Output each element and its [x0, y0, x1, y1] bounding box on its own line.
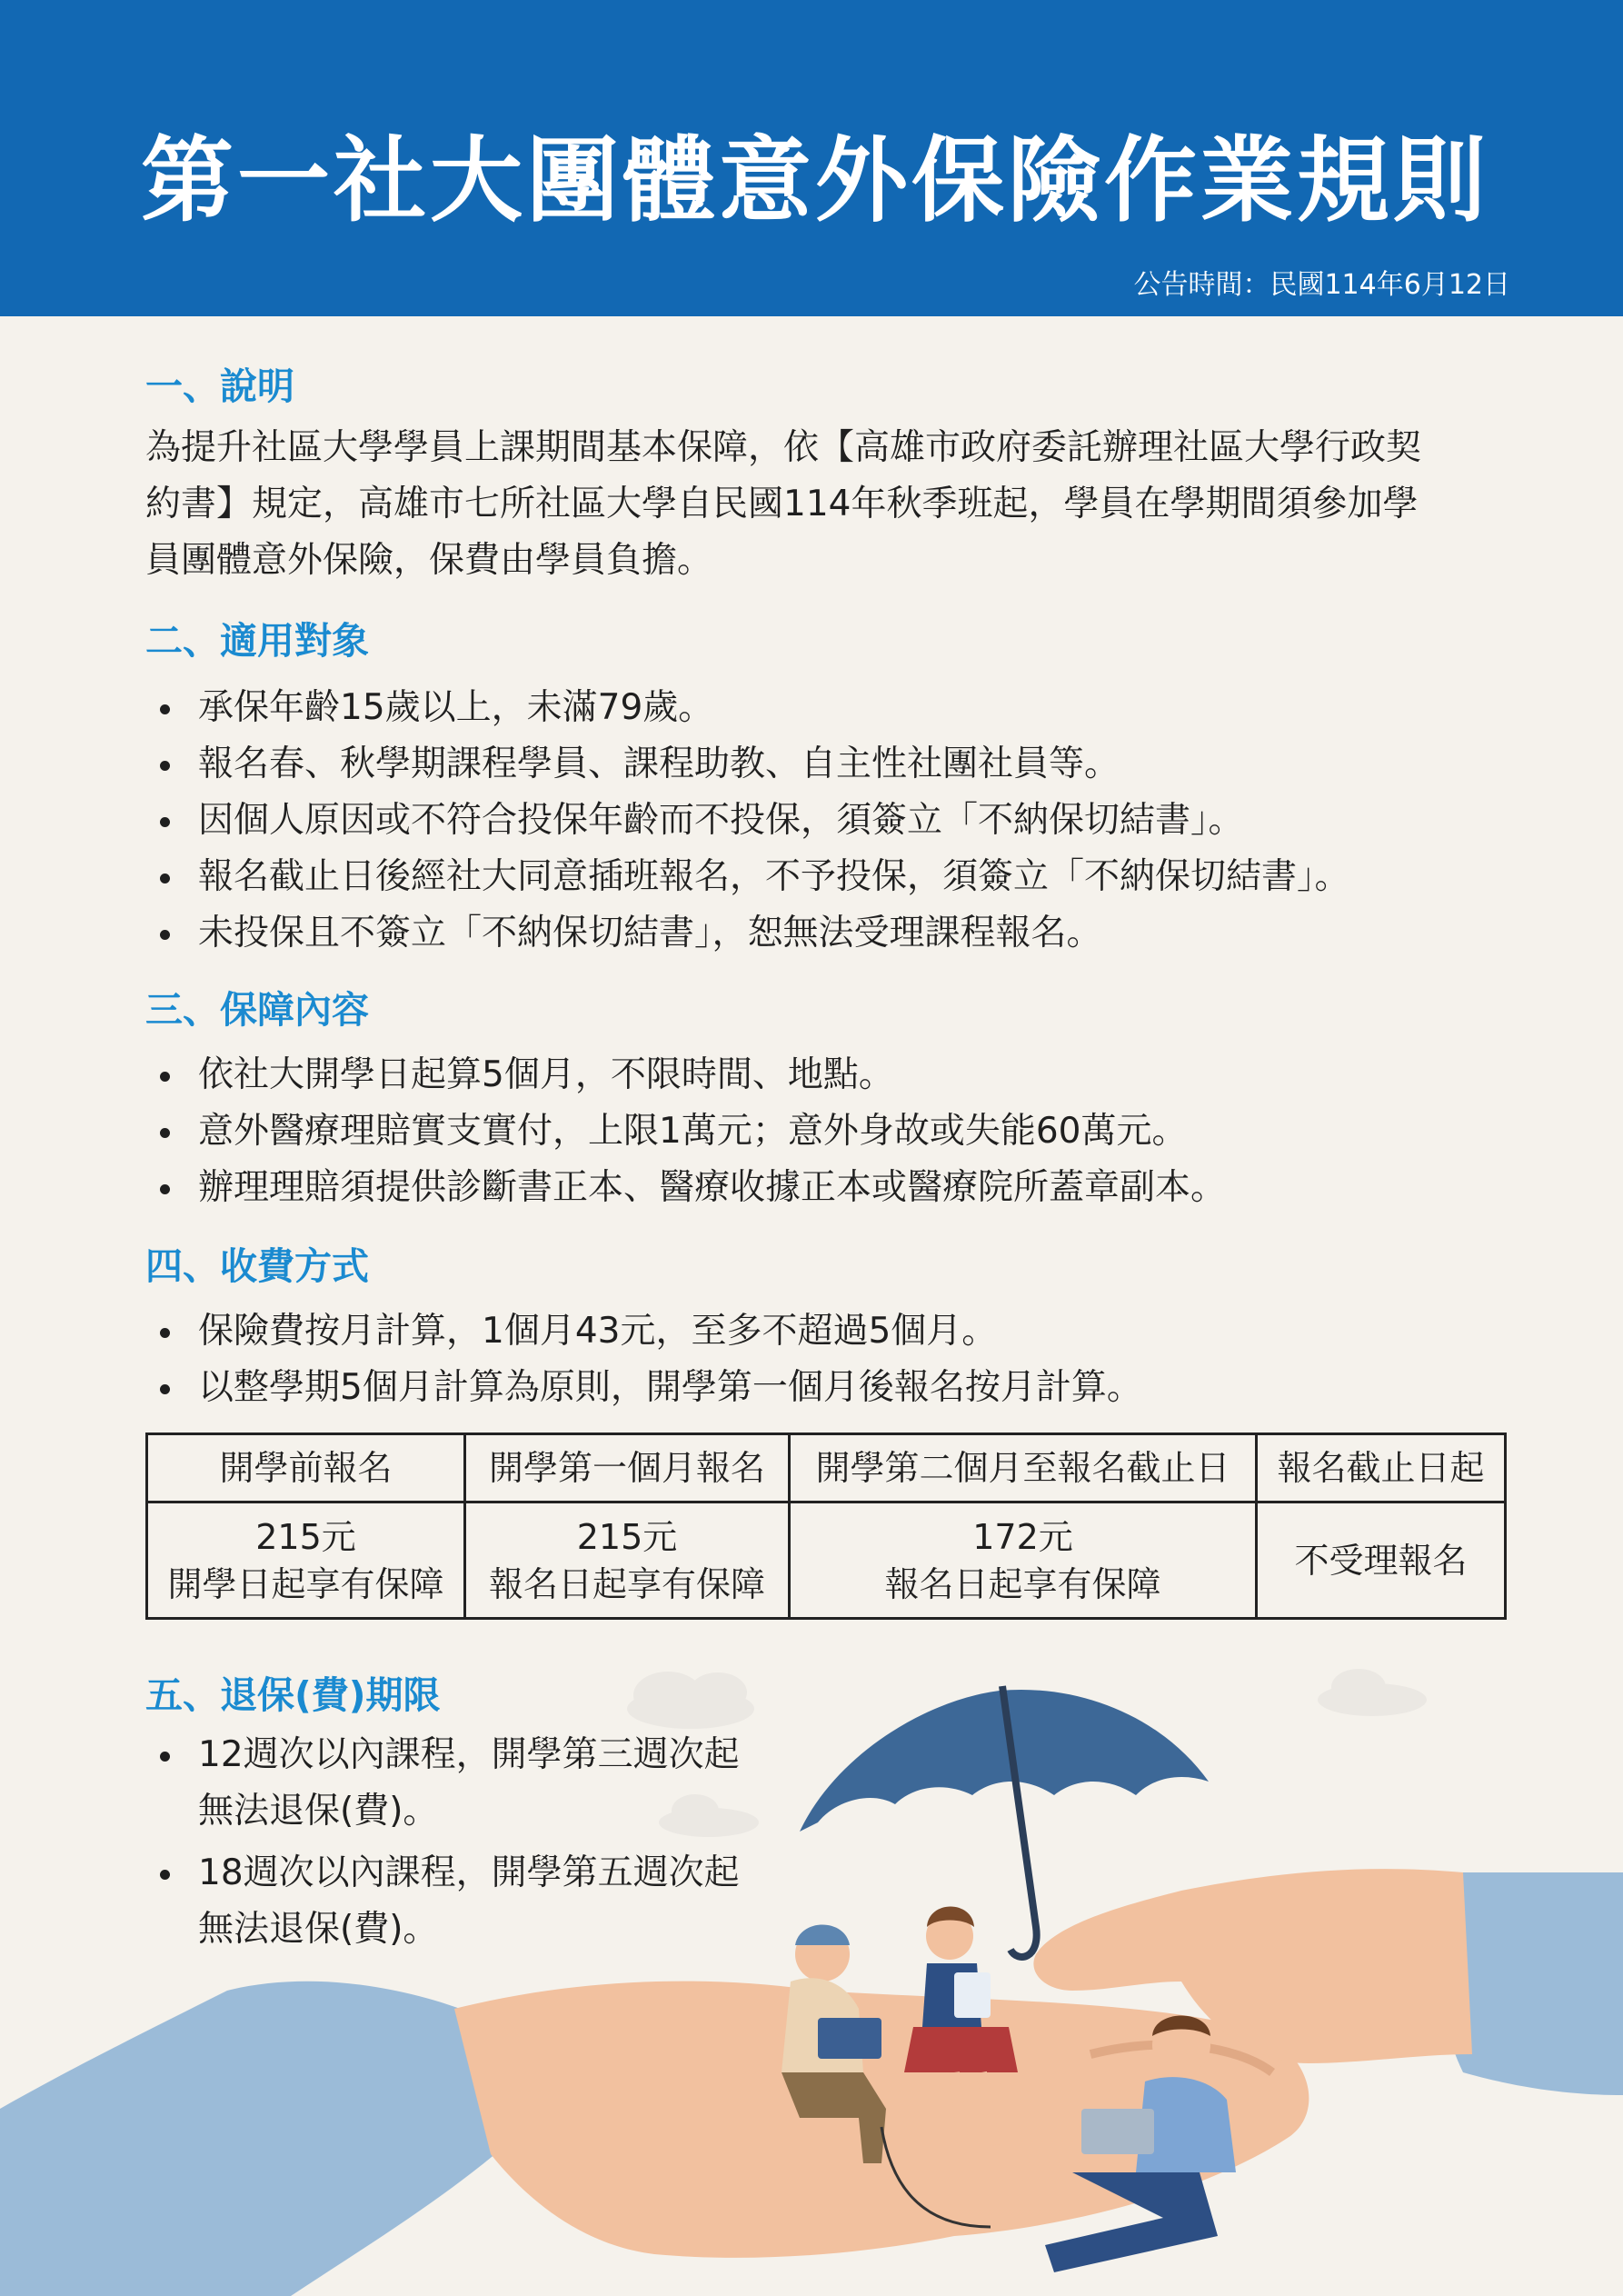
- coverage-note: 不受理報名: [1294, 1540, 1468, 1581]
- page-title: 第一社大團體意外保險作業規則: [141, 127, 1489, 235]
- list-item: 因個人原因或不符合投保年齡而不投保，須簽立「不納保切結書」。: [154, 793, 1350, 849]
- paragraph-line: 約書】規定，高雄市七所社區大學自民國114年秋季班起，學員在學期間須參加學: [145, 484, 1419, 524]
- refund-list: [154, 1727, 740, 1958]
- section-title-refund: 五、退保(費)期限: [145, 1673, 441, 1717]
- announcement-date: 公告時間：民國114年6月12日: [1133, 269, 1510, 301]
- refund-rule-line: 無法退保(費)。: [198, 1909, 439, 1950]
- coverage-note: 開學日起享有保障: [167, 1563, 444, 1604]
- list-item: 意外醫療理賠實支實付，上限1萬元；意外身故或失能60萬元。: [154, 1103, 1226, 1160]
- list-item: 保險費按月計算，1個月43元，至多不超過5個月。: [154, 1303, 1142, 1360]
- list-item: 報名春、秋學期課程學員、課程助教、自主性社團社員等。: [154, 736, 1350, 793]
- section-title-eligibility: 二、適用對象: [145, 619, 369, 663]
- section-title-coverage: 三、保障內容: [145, 988, 369, 1032]
- header-banner: [0, 0, 1623, 316]
- list-item: [154, 1727, 740, 1840]
- refund-rule-line: 無法退保(費)。: [198, 1791, 439, 1832]
- explanation-paragraph: [145, 420, 1518, 589]
- price-value: 215元: [255, 1516, 356, 1557]
- section-title-explanation: 一、說明: [145, 364, 294, 408]
- table-header-row: [147, 1434, 1506, 1502]
- coverage-note: 報名日起享有保障: [488, 1563, 765, 1604]
- fees-list: [154, 1303, 1142, 1416]
- list-item: 承保年齡15歲以上，未滿79歲。: [154, 680, 1350, 736]
- price-value: 215元: [576, 1516, 678, 1557]
- fee-table: [145, 1433, 1507, 1620]
- table-header-cell: 開學第二個月至報名截止日: [790, 1434, 1257, 1502]
- section-title-fees: 四、收費方式: [145, 1244, 369, 1288]
- list-item: 報名截止日後經社大同意插班報名，不予投保，須簽立「不納保切結書」。: [154, 849, 1350, 905]
- list-item: 辦理理賠須提供診斷書正本、醫療收據正本或醫療院所蓋章副本。: [154, 1160, 1226, 1216]
- eligibility-list: [154, 680, 1350, 962]
- list-item: [154, 1845, 740, 1958]
- table-header-cell: 開學前報名: [147, 1434, 465, 1502]
- coverage-list: [154, 1047, 1226, 1216]
- table-header-cell: 開學第一個月報名: [465, 1434, 790, 1502]
- price-value: 172元: [972, 1516, 1073, 1557]
- list-item: 未投保且不簽立「不納保切結書」，恕無法受理課程報名。: [154, 905, 1350, 962]
- refund-rule-line: 12週次以內課程，開學第三週次起: [198, 1734, 740, 1775]
- list-item: 以整學期5個月計算為原則，開學第一個月後報名按月計算。: [154, 1360, 1142, 1416]
- table-header-cell: 報名截止日起: [1257, 1434, 1506, 1502]
- coverage-note: 報名日起享有保障: [884, 1563, 1161, 1604]
- paragraph-line: 為提升社區大學學員上課期間基本保障，依【高雄市政府委託辦理社區大學行政契: [145, 427, 1422, 468]
- list-item: 依社大開學日起算5個月，不限時間、地點。: [154, 1047, 1226, 1103]
- paragraph-line: 員團體意外保險，保費由學員負擔。: [145, 540, 713, 581]
- refund-rule-line: 18週次以內課程，開學第五週次起: [198, 1852, 740, 1893]
